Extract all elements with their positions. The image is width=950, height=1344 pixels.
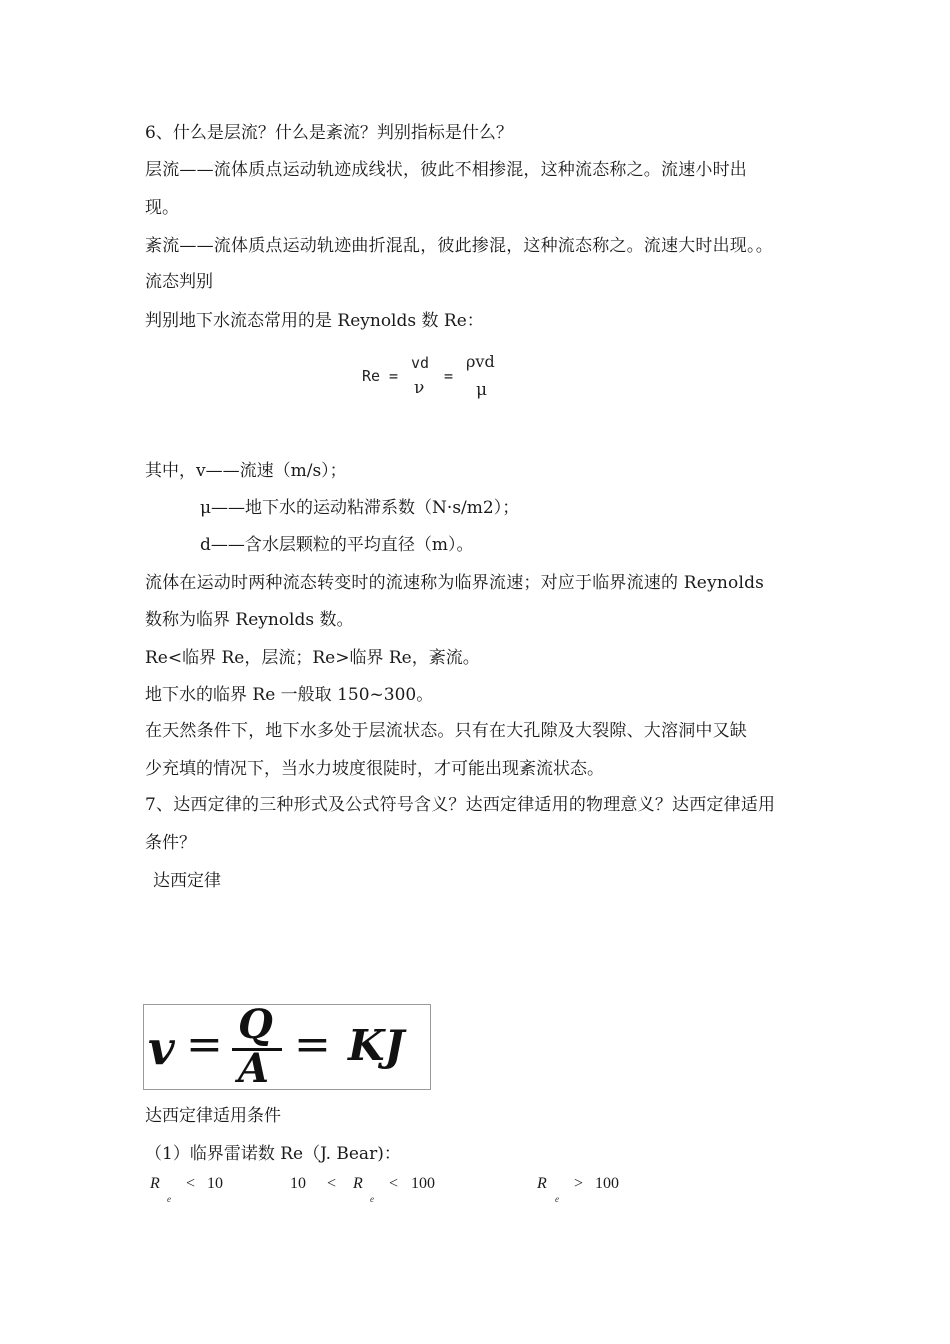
question-7-line1: 7、达西定律的三种形式及公式符号含义？达西定律适用的物理意义？达西定律适用 (145, 795, 776, 815)
range2-lower: 10 (290, 1175, 306, 1192)
critical-re-range: 地下水的临界 Re 一般取 150~300。 (145, 685, 434, 705)
laminar-definition-line2: 现。 (145, 198, 179, 218)
range1-operator: < (186, 1175, 196, 1192)
darcy-denominator-a: A (238, 1045, 270, 1092)
formula-equals-1: = (389, 367, 399, 385)
formula-denominator-nu: ν (414, 378, 425, 398)
re-comparison: Re<临界 Re，层流；Re>临界 Re，紊流。 (145, 648, 480, 668)
darcy-conditions-heading: 达西定律适用条件 (145, 1106, 281, 1126)
natural-conditions-line2: 少充填的情况下，当水力坡度很陡时，才可能出现紊流状态。 (145, 759, 604, 779)
formula-denominator-mu: μ (476, 380, 488, 400)
flow-regime-judgement: 流态判别 (145, 272, 213, 292)
darcy-equals-1: = (186, 1019, 223, 1070)
critical-reynolds-condition: （1）临界雷诺数 Re（J. Bear)： (145, 1144, 401, 1164)
critical-velocity-line1: 流体在运动时两种流态转变时的流速称为临界流速；对应于临界流速的 Reynolds (145, 573, 765, 593)
formula-equals-2: = (444, 367, 454, 385)
question-6: 6、什么是层流？什么是紊流？判别指标是什么？ (145, 123, 513, 143)
formula-numerator-rhovd: ρvd (466, 352, 495, 371)
formula-re-lhs: Re (362, 367, 381, 385)
darcy-formula-image (143, 1001, 431, 1092)
symbol-mu-definition: μ——地下水的运动粘滞系数（N·s/m2）； (200, 498, 520, 518)
range1-value: 10 (207, 1175, 223, 1192)
range2-R: R (353, 1175, 363, 1192)
laminar-definition-line1: 层流——流体质点运动轨迹成线状，彼此不相掺混，这种流态称之。流速小时出 (145, 160, 747, 180)
reynolds-intro: 判别地下水流态常用的是 Reynolds 数 Re： (145, 311, 484, 331)
range3-operator: > (574, 1175, 584, 1192)
symbol-v-definition: 其中，v——流速（m/s）； (145, 461, 347, 481)
natural-conditions-line1: 在天然条件下，地下水多处于层流状态。只有在大孔隙及大裂隙、大溶洞中又缺 (145, 721, 747, 741)
darcy-numerator-q: Q (238, 1001, 273, 1048)
critical-velocity-line2: 数称为临界 Reynolds 数。 (145, 610, 354, 630)
range3-subscript: e (555, 1194, 559, 1204)
darcy-kj: KJ (348, 1021, 405, 1070)
darcy-equals-2: = (294, 1019, 331, 1070)
formula-numerator-vd: vd (411, 354, 430, 372)
range1-R: R (150, 1175, 160, 1192)
range1-subscript: e (167, 1194, 171, 1204)
question-7-line2: 条件？ (145, 833, 196, 853)
darcy-law-heading: 达西定律 (153, 871, 221, 891)
range2-operator-2: < (389, 1175, 399, 1192)
range2-value: 100 (411, 1175, 435, 1192)
darcy-v: v (148, 1021, 175, 1075)
range3-value: 100 (595, 1175, 619, 1192)
symbol-d-definition: d——含水层颗粒的平均直径（m）。 (200, 535, 474, 555)
range3-R: R (537, 1175, 547, 1192)
range2-operator-1: < (327, 1175, 337, 1192)
turbulent-definition: 紊流——流体质点运动轨迹曲折混乱，彼此掺混，这种流态称之。流速大时出现。。 (145, 236, 773, 256)
range2-subscript: e (370, 1194, 374, 1204)
